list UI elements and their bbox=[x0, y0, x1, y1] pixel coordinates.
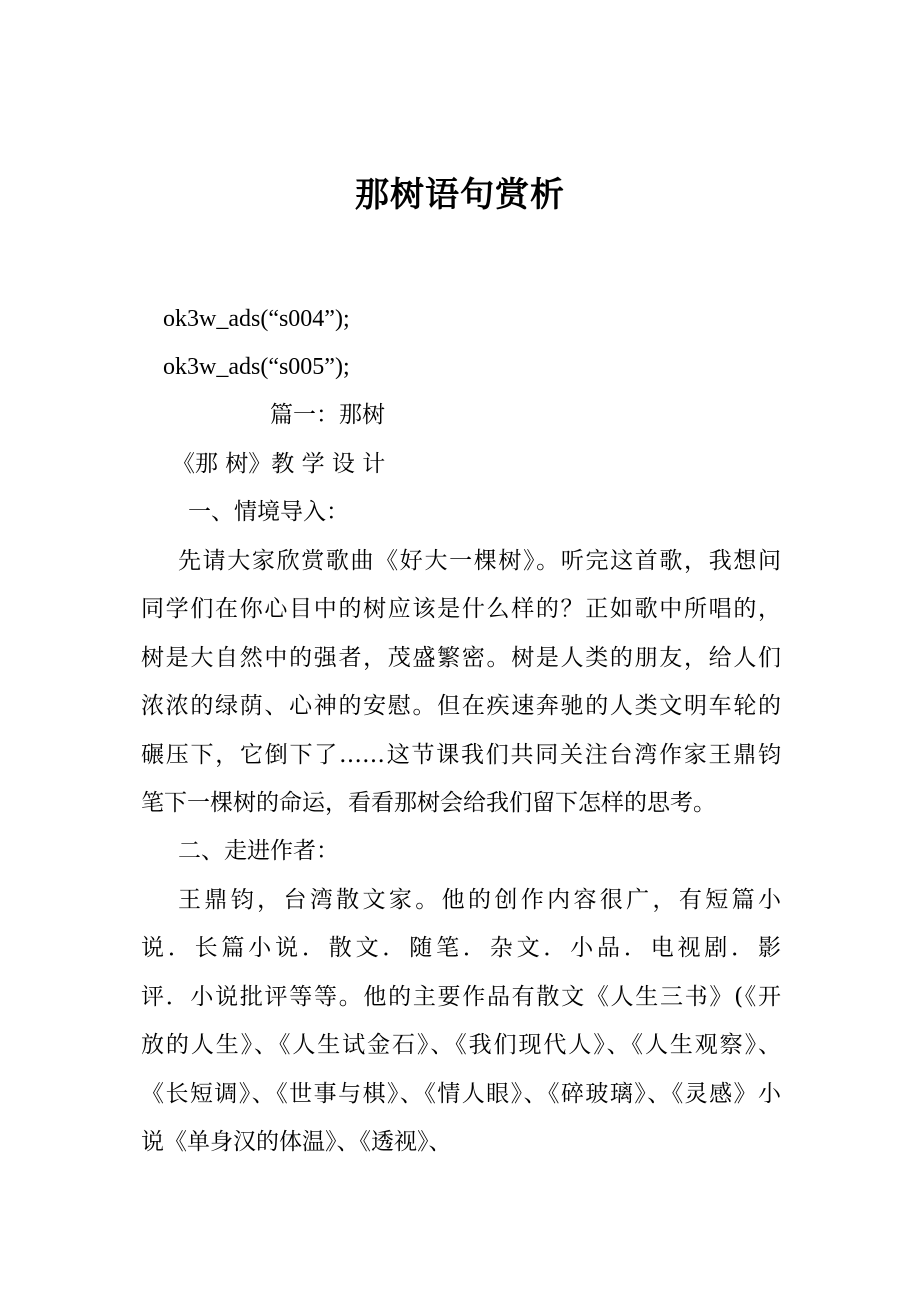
section1-heading: 一、情境导入： bbox=[188, 499, 349, 525]
paragraph-line: 说《单身汉的体温》、《透视》、 bbox=[141, 1129, 452, 1155]
paragraph-line: 树是大自然中的强者，茂盛繁密。树是人类的朋友，给人们 bbox=[141, 645, 781, 671]
code-line-2: ok3w_ads(“s005”); bbox=[163, 354, 350, 380]
paragraph-line: 同学们在你心目中的树应该是什么样的？正如歌中所唱的， bbox=[141, 596, 781, 622]
section2-heading: 二、走进作者： bbox=[178, 838, 339, 864]
paragraph-line: 《长短调》、《世事与棋》、《情人眼》、《碎玻璃》、《灵感》小 bbox=[141, 1081, 781, 1107]
paragraph-line: 先请大家欣赏歌曲《好大一棵树》。听完这首歌，我想问 bbox=[178, 548, 781, 574]
paragraph-line: 放的人生》、《人生试金石》、《我们现代人》、《人生观察》、 bbox=[141, 1032, 781, 1058]
paragraph-line: 王鼎钧，台湾散文家。他的创作内容很广，有短篇小 bbox=[178, 887, 781, 913]
code-line-1: ok3w_ads(“s004”); bbox=[163, 306, 350, 332]
chapter-heading: 篇一：那树 bbox=[270, 402, 385, 428]
paragraph-line: 评．小说批评等等。他的主要作品有散文《人生三书》(《开 bbox=[141, 984, 781, 1010]
document-title: 那树语句赏析 bbox=[355, 175, 565, 215]
paragraph-line: 笔下一棵树的命运，看看那树会给我们留下怎样的思考。 bbox=[141, 790, 716, 816]
paragraph-line: 碾压下，它倒下了……这节课我们共同关注台湾作家王鼎钧 bbox=[141, 742, 781, 768]
paragraph-line: 浓浓的绿荫、心神的安慰。但在疾速奔驰的人类文明车轮的 bbox=[141, 693, 781, 719]
design-title: 《那 树》教 学 设 计 bbox=[172, 451, 386, 477]
paragraph-line: 说．长篇小说．散文．随笔．杂文．小品．电视剧．影 bbox=[141, 935, 781, 961]
